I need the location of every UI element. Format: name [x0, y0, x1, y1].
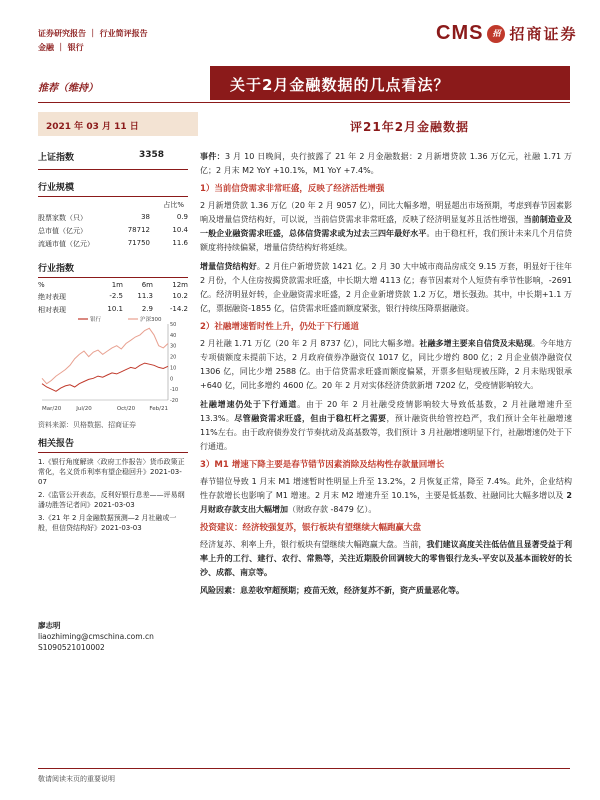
author-name: 廖志明 — [38, 621, 61, 630]
y-tick-label: 50 — [170, 322, 177, 328]
related-item[interactable]: 2.《监管公开表态，反利好银行息差——评易纲潘功胜答记者问》2021-03-03 — [38, 491, 185, 509]
section-2-paragraph: 社融增速仍处于下行通道。由于 20 年 2 月社融受疫情影响较大导致低基数，2 月社融增速升至 13.3%。尽管融资需求旺盛，但由于稳杠杆之需要，预计融资供给管控趋严，我们预计全年社融增速 11%左右。由于政府债券发行节奏扰动及高基数等，我们预计 3 月社融增速明显下行，社融增速仍处于下行通道。 — [200, 400, 573, 451]
x-tick-label: Feb/21 — [149, 406, 168, 412]
company-logo — [436, 22, 577, 45]
y-tick-label: 40 — [170, 332, 177, 339]
report-date: 2021 年 03 月 11 日 — [46, 122, 139, 132]
index-value: 3358 — [138, 150, 164, 160]
y-tick-label: -20 — [170, 398, 179, 404]
logo-badge-icon: 招 — [487, 25, 505, 43]
advice-title: 投资建议：经济较强复苏，银行板块有望继续大幅跑赢大盘 — [200, 523, 422, 533]
section-1-paragraph: 2 月新增贷款 1.36 万亿（20 年 2 月 9057 亿），同比大幅多增，明显超出市场预期，考虑到春节因素影响及增量信贷结构好，可以说，当前信贷需求非常旺盛，反映了经济明显复苏且活性增强，当前制造业及一般企业融资需求旺盛，总体信贷需求或为过去三四年最好水平。由于稳杠杆，我们预计未来几个月信贷额度将持续偏紧，增量信贷结构好将延续。 — [200, 201, 573, 252]
performance-row: 绝对表现 -2.5 11.3 10.2 — [38, 292, 188, 301]
section-2-title: 2）社融增速暂时性上升，仍处于下行通道 — [200, 322, 359, 332]
related-reports — [38, 436, 188, 533]
performance-row: 相对表现 10.1 2.9 -14.2 — [38, 305, 188, 314]
section-3-paragraph: 春节错位导致 1 月末 M1 增速暂时性明显上升至 13.2%，2 月恢复正常，降至 7.4%。此外，企业结构性存款增长也影响了 M1 增速。2 月末 M2 增速升至 10.1%，主要是低基数、社融同比大幅多增以及 2 月财政存款支出大幅增加（财政存款 -8479 亿）。 — [200, 477, 572, 514]
footer-note: 敬请阅读末页的重要说明 — [38, 775, 115, 783]
index-label: 上证指数 — [38, 153, 75, 163]
main-body — [200, 150, 572, 598]
scale-row: 总市值（亿元） 78712 10.4 — [38, 226, 188, 235]
page-title: 关于2月金融数据的几点看法？ — [230, 76, 450, 94]
legend-label: 沪深300 — [140, 317, 162, 323]
x-tick-label: Mar/20 — [42, 406, 62, 412]
scale-row: 流通市值（亿元） 71750 11.6 — [38, 239, 188, 248]
index-row — [38, 150, 164, 163]
scale-row: 股票家数（只） 38 0.9 — [38, 213, 188, 222]
report-sector: 金融 ｜ 银行 — [38, 43, 84, 52]
y-tick-label: -10 — [170, 387, 179, 394]
author-block — [38, 620, 188, 653]
author-email[interactable]: liaozhiming@cmschina.com.cn — [38, 632, 154, 641]
performance-chart — [38, 314, 188, 414]
legend-label: 银行 — [90, 317, 102, 323]
logo-cms-text: CMS — [436, 22, 484, 44]
y-tick-label: 10 — [170, 365, 177, 372]
series-line — [42, 363, 168, 391]
author-id: S1090521010002 — [38, 643, 105, 652]
scale-heading: 行业规模 — [38, 183, 75, 193]
series-line — [42, 328, 168, 383]
x-tick-label: Jul/20 — [76, 406, 92, 412]
section-1-title: 1）当前信贷需求非常旺盛，反映了经济活性增强 — [200, 184, 385, 194]
related-item[interactable]: 1.《银行角度解读〈政府工作报告〉货币政策正常化，名义货币利率有望企稳回升》2021-03-07 — [38, 458, 185, 486]
sidebar — [38, 150, 188, 315]
footer-line — [38, 768, 570, 769]
related-heading: 相关报告 — [38, 439, 75, 449]
rating: 推荐（维持） — [38, 83, 98, 94]
performance-heading: 行业指数 — [38, 264, 75, 274]
section-3-title: 3）M1 增速下降主要是春节错节因素消除及结构性存款量回增长 — [200, 460, 445, 470]
y-tick-label: 0 — [170, 376, 174, 383]
y-tick-label: 20 — [170, 354, 177, 361]
chart-source: 资料来源：贝格数据、招商证券 — [38, 421, 136, 429]
report-type: 证券研究报告 ｜ 行业简评报告 — [38, 29, 148, 38]
related-item[interactable]: 3.《21 年 2 月金融数据预测—2 月社融或一般，但信贷结构好》2021-03-03 — [38, 514, 177, 532]
advice-paragraph: 经济复苏、利率上升，银行板块有望继续大幅跑赢大盘。当前，我们建议高度关注低估值且显著受益于利率上升的工行、建行、农行、常熟等，关注近期股价回调较大的零售银行龙头-平安以及基本面较好的长沙、成都、南京等。 — [200, 540, 573, 577]
section-1-paragraph: 增量信贷结构好。2 月住户新增贷款 1421 亿。2 月 30 大中城市商品房成交 9.15 万套，明显好于往年 2 月份，个人住房按揭贷款需求旺盛，中长期大增 4113 亿；春节因素对个人短贷有季节性影响，-2691 亿。经济明显好转，企业融资需求旺盛，2 月企业新增贷款 1.2 万亿，增长强劲。其中，中长期+1.1 万亿，票据融资-1855 亿，信贷需求旺盛而额度紧张，银行持续压降票据融资。 — [200, 262, 573, 313]
logo-cn-text: 招商证券 — [509, 25, 578, 43]
title-underline — [38, 102, 570, 103]
sub-title: 评21年2月金融数据 — [350, 120, 470, 134]
section-2-paragraph: 2 月社融 1.71 万亿（20 年 2 月 8737 亿），同比大幅多增。社融多增主要来自信贷及未贴现。今年地方专项债额度未提前下达，2 月政府债券净融资仅 1017 亿，同比少增约 800 亿；2 月企业债净融资仅 1306 亿，同比少增 2588 亿。由于信贷需求旺盛而额度偏紧，开票多但贴现被压降，2 月未贴现银承+640 亿，同比多增约 4600 亿。20 年 2 月对实体经济贷款新增 7202 亿，受疫情影响较大。 — [200, 339, 573, 390]
scale-unit: 占比% — [163, 201, 184, 209]
x-tick-label: Oct/20 — [116, 406, 136, 412]
performance-header: % 1m 6m 12m — [38, 281, 188, 289]
risk-paragraph: 风险因素：息差收窄超预期；疫苗无效，经济复苏不新，资产质量恶化等。 — [200, 586, 464, 595]
y-tick-label: 30 — [170, 343, 177, 350]
event-paragraph: 事件：3 月 10 日晚间，央行披露了 21 年 2 月金融数据：2 月新增贷款 1.36 万亿元，社融 1.71 万亿；2 月末 M2 YoY +10.1%，M1 YoY +7.4%。 — [200, 152, 572, 175]
